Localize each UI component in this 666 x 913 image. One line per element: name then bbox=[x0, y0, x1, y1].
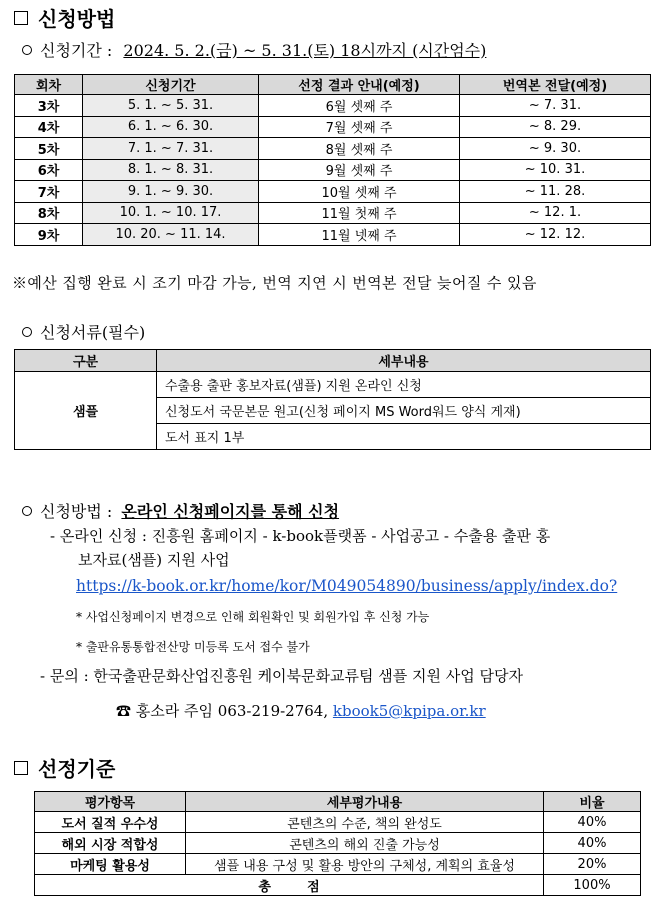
round-cell: 6차 bbox=[15, 159, 83, 181]
section-heading-application bbox=[14, 3, 115, 32]
circle-bullet-icon bbox=[22, 327, 32, 337]
inquiry-line: - 문의 : 한국출판문화산업진흥원 케이북문화교류팀 샘플 지원 사업 담당자 bbox=[40, 667, 523, 685]
round-cell: 4차 bbox=[15, 116, 83, 138]
round-cell: 7차 bbox=[15, 181, 83, 203]
ratio-cell: 20% bbox=[544, 854, 641, 875]
period-cell: 8. 1. ~ 8. 31. bbox=[83, 159, 259, 181]
required-documents-label bbox=[22, 320, 145, 343]
application-period-line bbox=[22, 38, 486, 61]
result-cell: 8월 셋째 주 bbox=[259, 138, 460, 160]
detail-cell: 수출용 출판 홍보자료(샘플) 지원 온라인 신청 bbox=[157, 372, 651, 398]
checkbox-square-icon bbox=[14, 761, 28, 775]
round-cell: 9차 bbox=[15, 224, 83, 246]
checkbox-square-icon bbox=[14, 11, 28, 25]
ratio-cell: 40% bbox=[544, 833, 641, 854]
circle-bullet-icon bbox=[22, 506, 32, 516]
table-row bbox=[15, 95, 651, 117]
total-label-cell: 총 점 bbox=[35, 875, 544, 896]
header-cell: 회차 bbox=[15, 75, 83, 95]
ratio-cell: 40% bbox=[544, 812, 641, 833]
online-application-line-2: 보자료(샘플) 지원 사업 bbox=[78, 551, 230, 569]
footnote-registration: * 출판유통통합전산망 미등록 도서 접수 불가 bbox=[76, 640, 310, 654]
contact-line bbox=[116, 700, 486, 721]
delivery-cell: ~ 8. 29. bbox=[460, 116, 651, 138]
header-cell: 선정 결과 안내(예정) bbox=[259, 75, 460, 95]
delivery-cell: ~ 12. 12. bbox=[460, 224, 651, 246]
criterion-detail-cell: 샘플 내용 구성 및 활용 방안의 구체성, 계획의 효율성 bbox=[186, 854, 544, 875]
method-value: 온라인 신청페이지를 통해 신청 bbox=[121, 502, 340, 521]
criterion-detail-cell: 콘텐츠의 수준, 책의 완성도 bbox=[186, 812, 544, 833]
documents-table bbox=[14, 349, 651, 450]
header-cell: 세부내용 bbox=[157, 350, 651, 372]
delivery-cell: ~ 7. 31. bbox=[460, 95, 651, 117]
criterion-cell: 해외 시장 적합성 bbox=[35, 833, 186, 854]
table-header-row bbox=[15, 350, 651, 372]
category-cell: 샘플 bbox=[15, 372, 157, 450]
table-row bbox=[35, 812, 641, 833]
result-cell: 9월 셋째 주 bbox=[259, 159, 460, 181]
detail-cell: 도서 표지 1부 bbox=[157, 424, 651, 450]
total-value-cell: 100% bbox=[544, 875, 641, 896]
criterion-cell: 마케팅 활용성 bbox=[35, 854, 186, 875]
period-cell: 7. 1. ~ 7. 31. bbox=[83, 138, 259, 160]
notice-text: ※예산 집행 완료 시 조기 마감 가능, 번역 지연 시 번역본 전달 늦어질 수 있음 bbox=[12, 274, 537, 292]
table-row bbox=[35, 833, 641, 854]
delivery-cell: ~ 9. 30. bbox=[460, 138, 651, 160]
phone-icon: ☎ bbox=[116, 702, 132, 720]
section-title: 선정기준 bbox=[38, 757, 116, 781]
header-cell: 신청기간 bbox=[83, 75, 259, 95]
period-cell: 9. 1. ~ 9. 30. bbox=[83, 181, 259, 203]
period-label: 신청기간 : bbox=[40, 41, 113, 60]
result-cell: 7월 셋째 주 bbox=[259, 116, 460, 138]
schedule-table bbox=[14, 74, 651, 246]
section-heading-criteria bbox=[14, 753, 115, 782]
result-cell: 11월 첫째 주 bbox=[259, 202, 460, 224]
period-cell: 10. 1. ~ 10. 17. bbox=[83, 202, 259, 224]
header-cell: 번역본 전달(예정) bbox=[460, 75, 651, 95]
table-row bbox=[35, 854, 641, 875]
table-header-row bbox=[35, 792, 641, 812]
header-cell: 구분 bbox=[15, 350, 157, 372]
criterion-detail-cell: 콘텐츠의 해외 진출 가능성 bbox=[186, 833, 544, 854]
period-value: 2024. 5. 2.(금) ~ 5. 31.(토) 18시까지 (시간엄수) bbox=[123, 41, 487, 60]
docs-label-text: 신청서류(필수) bbox=[40, 323, 146, 342]
table-total-row bbox=[35, 875, 641, 896]
round-cell: 5차 bbox=[15, 138, 83, 160]
table-header-row bbox=[15, 75, 651, 95]
criteria-table bbox=[34, 791, 641, 896]
delivery-cell: ~ 12. 1. bbox=[460, 202, 651, 224]
contact-person: 홍소라 주임 063-219-2764, bbox=[135, 702, 329, 720]
round-cell: 8차 bbox=[15, 202, 83, 224]
circle-bullet-icon bbox=[22, 45, 32, 55]
delivery-cell: ~ 11. 28. bbox=[460, 181, 651, 203]
result-cell: 10월 셋째 주 bbox=[259, 181, 460, 203]
table-row bbox=[15, 181, 651, 203]
detail-cell: 신청도서 국문본문 원고(신청 페이지 MS Word워드 양식 게재) bbox=[157, 398, 651, 424]
header-cell: 평가항목 bbox=[35, 792, 186, 812]
section-title: 신청방법 bbox=[38, 7, 116, 31]
footnote-membership: * 사업신청페이지 변경으로 인해 회원확인 및 회원가입 후 신청 가능 bbox=[76, 610, 430, 624]
result-cell: 11월 넷째 주 bbox=[259, 224, 460, 246]
criterion-cell: 도서 질적 우수성 bbox=[35, 812, 186, 833]
delivery-cell: ~ 10. 31. bbox=[460, 159, 651, 181]
period-cell: 5. 1. ~ 5. 31. bbox=[83, 95, 259, 117]
table-row bbox=[15, 372, 651, 398]
header-cell: 비율 bbox=[544, 792, 641, 812]
apply-url-link[interactable]: https://k-book.or.kr/home/kor/M049054890/business/apply/index.do? bbox=[76, 577, 618, 595]
contact-email-link[interactable]: kbook5@kpipa.or.kr bbox=[332, 702, 486, 720]
table-row bbox=[15, 224, 651, 246]
method-label: 신청방법 : bbox=[40, 502, 113, 521]
header-cell: 세부평가내용 bbox=[186, 792, 544, 812]
table-row bbox=[15, 138, 651, 160]
period-cell: 10. 20. ~ 11. 14. bbox=[83, 224, 259, 246]
period-cell: 6. 1. ~ 6. 30. bbox=[83, 116, 259, 138]
table-row bbox=[15, 159, 651, 181]
round-cell: 3차 bbox=[15, 95, 83, 117]
result-cell: 6월 셋째 주 bbox=[259, 95, 460, 117]
online-application-line: - 온라인 신청 : 진흥원 홈페이지 - k-book플랫폼 - 사업공고 - 수출용 출판 홍 bbox=[50, 527, 551, 545]
table-row bbox=[15, 116, 651, 138]
table-row bbox=[15, 202, 651, 224]
application-method-line bbox=[22, 499, 339, 522]
